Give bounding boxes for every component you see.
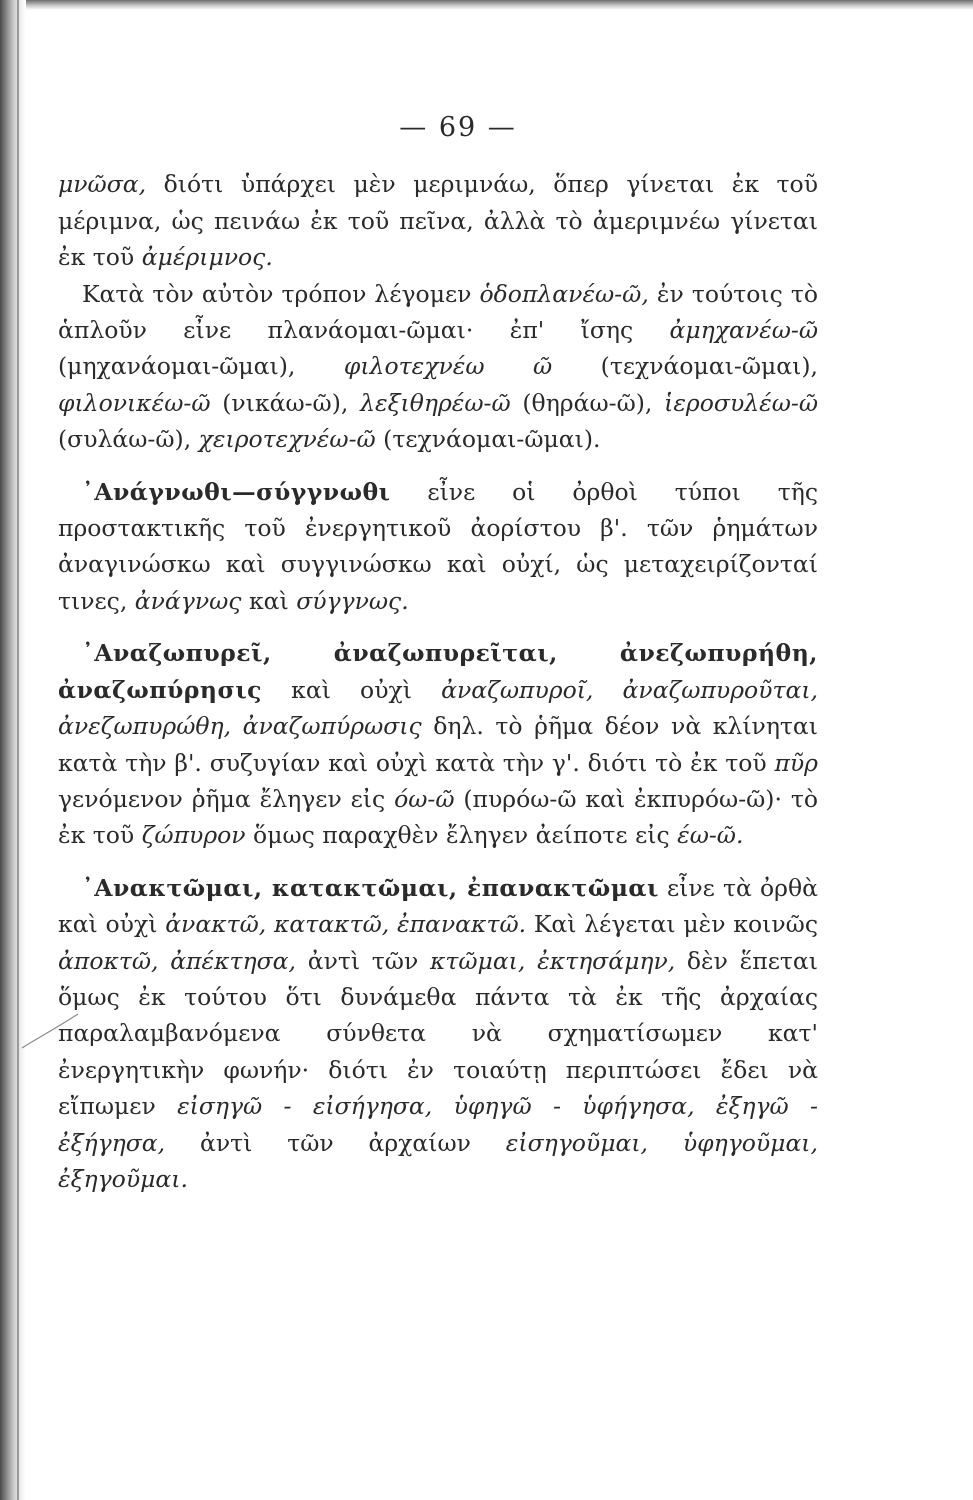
- text-run: (συλάω-ῶ),: [58, 425, 199, 454]
- italic-term: ἀποκτῶ, ἀπέκτησα,: [58, 946, 297, 975]
- italic-term: λεξιθηρέω-ῶ: [360, 388, 511, 417]
- text-run: ἀντὶ τῶν: [296, 946, 430, 975]
- italic-term: σύγγνως.: [296, 586, 409, 615]
- text-run: διότι ὑπάρχει μὲν μεριμνάω, ὅπερ γίνεται ἐκ τοῦ μέριμνα, ὡς πεινάω ἐκ τοῦ πεῖνα, ἀλλὰ τὸ ἀμεριμνέω γίνεται ἐκ τοῦ: [58, 170, 818, 272]
- italic-term: έω-ῶ.: [677, 821, 744, 850]
- book-page: [58, 110, 818, 1197]
- text-run: (πυρόω-ῶ καὶ ἐκπυρόω-ῶ)· τὸ ἐκ τοῦ: [58, 784, 818, 850]
- text-run: (νικάω-ῶ),: [210, 388, 361, 417]
- italic-term: κτῶμαι, ἐκτησάμην,: [429, 946, 676, 975]
- italic-term: φιλονικέω-ῶ: [58, 388, 211, 417]
- text-run: καὶ οὐχὶ: [262, 675, 442, 704]
- text-run: Κατὰ τὸν αὐτὸν τρόπον λέγομεν: [82, 279, 480, 308]
- paragraph-2: [58, 276, 818, 458]
- italic-term: εἰσηγῶ - εἰσήγησα, ὑφηγῶ - ὑφήγησα, ἐξηγῶ - ἐξήγησα,: [58, 1092, 818, 1157]
- paragraph-5: [58, 870, 818, 1198]
- text-run: εἶνε τὰ ὀρθὰ καὶ οὐχὶ: [58, 873, 818, 939]
- italic-term: εἰσηγοῦμαι, ὑφηγοῦμαι, ἐξηγοῦμαι.: [58, 1128, 818, 1193]
- page-number: — 69 —: [399, 112, 517, 143]
- italic-term: ἀνάγνως: [134, 586, 242, 615]
- italic-term: μνῶσα,: [58, 170, 147, 199]
- italic-term: χειροτεχνέω-ῶ: [198, 425, 376, 454]
- text-run: (θηράω-ῶ),: [510, 388, 665, 417]
- italic-term: όω-ῶ: [394, 784, 455, 813]
- headword: ᾽Ανακτῶμαι, κατακτῶμαι, ἐπανακτῶμαι: [82, 873, 659, 902]
- text-run: (τεχνάομαι-ῶμαι).: [375, 425, 601, 454]
- italic-term: ἀμηχανέω-ῶ: [669, 316, 818, 345]
- text-run: (τεχνάομαι-ῶμαι),: [552, 352, 819, 381]
- text-run: ἀντὶ τῶν ἀρχαίων: [165, 1128, 506, 1157]
- italic-term: ζώπυρον: [141, 821, 246, 850]
- text-run: ἐν τούτοις τὸ ἁπλοῦν εἶνε πλανάομαι-ῶμαι· ἐπ' ἴσης: [58, 279, 818, 345]
- paragraph-1: [58, 166, 818, 275]
- italic-term: πῦρ: [774, 748, 818, 777]
- scan-binding-edge: [0, 0, 26, 1500]
- text-run: καὶ: [241, 586, 297, 615]
- italic-term: ἀμέριμνος.: [141, 243, 273, 272]
- headword: ᾽Αναζωπυρεῖ, ἀναζωπυρεῖται, ἀνεζωπυρήθη, ἀναζωπύρησις: [58, 639, 818, 704]
- paragraph-3: [58, 474, 818, 620]
- paragraph-4: [58, 635, 818, 853]
- italic-term: φιλοτεχνέω ῶ: [343, 352, 553, 381]
- text-run: γενόμενον ῥῆμα ἔληγεν εἰς: [58, 784, 395, 813]
- italic-term: ἱεροσυλέω-ῶ: [664, 388, 818, 417]
- text-run: εἶνε οἱ ὀρθοὶ τύποι τῆς προστακτικῆς τοῦ ἐνεργητικοῦ ἀορίστου β'. τῶν ῥημάτων ἀναγινώσκω καὶ συγγινώσκω καὶ οὐχί, ὡς μεταχειρίζονταί τινες,: [58, 477, 818, 615]
- text-run: ὅμως παραχθὲν ἔληγεν ἀείποτε εἰς: [245, 821, 678, 850]
- text-run: δὲν ἕπεται ὅμως ἐκ τούτου ὅτι δυνάμεθα πάντα τὰ ἐκ τῆς ἀρχαίας παραλαμβανόμενα σύνθετα νὰ σχηματίσωμεν κατ' ἐνεργητικὴν φωνήν· διότι ἐν τοιαύτῃ περιπτώσει ἔδει νὰ εἴπωμεν: [58, 946, 818, 1121]
- italic-term: ἀνακτῶ, κατακτῶ, ἐπανακτῶ.: [165, 910, 527, 939]
- text-run: Καὶ λέγεται μὲν κοινῶς: [526, 910, 818, 939]
- italic-term: ἀναζωπυροῖ, ἀναζωπυροῦται, ἀνεζωπυρώθη, ἀναζωπύρωσις: [58, 675, 818, 741]
- text-run: δηλ. τὸ ῥῆμα δέον νὰ κλίνηται κατὰ τὴν β'. συζυγίαν καὶ οὐχὶ κατὰ τὴν γ'. διότι τὸ ἐκ τοῦ: [58, 712, 818, 777]
- italic-term: ὁδοπλανέω-ῶ,: [479, 279, 649, 308]
- headword: ᾽Ανάγνωθι—σύγγνωθι: [82, 477, 391, 506]
- scan-top-edge: [0, 0, 973, 10]
- text-run: (μηχανάομαι-ῶμαι),: [58, 352, 344, 381]
